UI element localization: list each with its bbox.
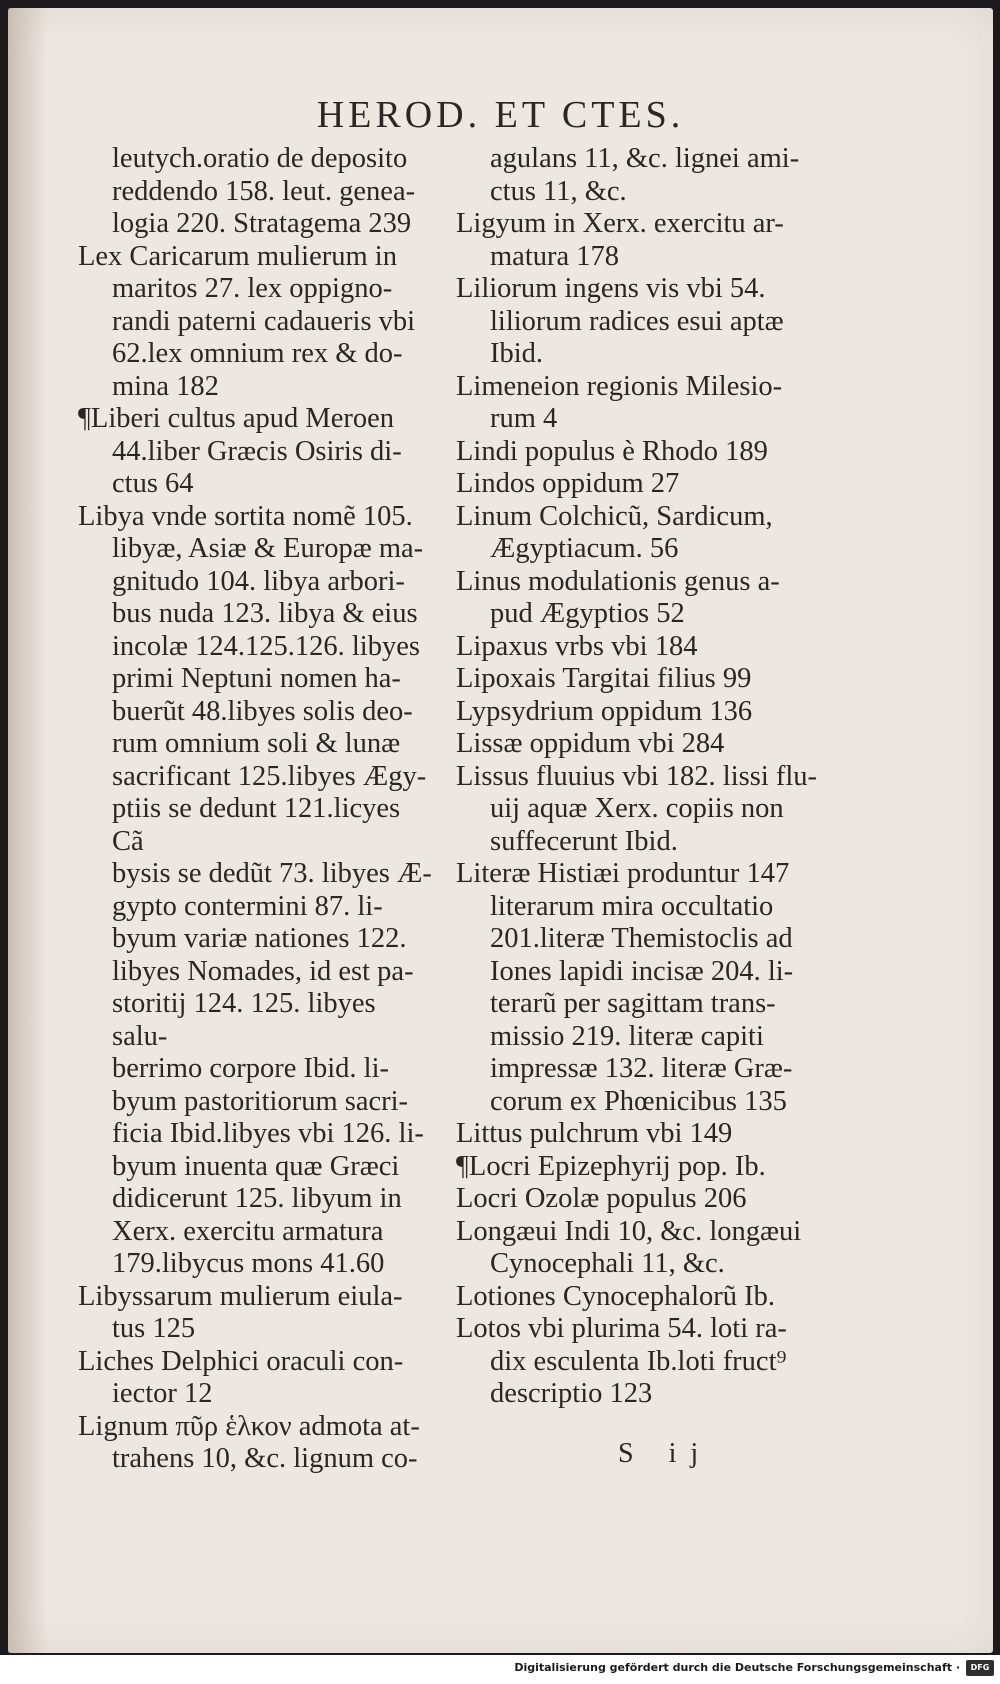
index-entry: Limeneion regionis Milesio- rum 4 — [456, 370, 783, 434]
index-entry: ¶Liberi cultus apud Meroen 44.liber Græcis Osiris di- ctus 64 — [78, 403, 402, 499]
left-column — [78, 143, 438, 1476]
gutter-shadow — [8, 8, 48, 1653]
index-entry: Linus modulationis genus a- pud Ægyptios 52 — [456, 565, 780, 629]
index-entry: Lex Caricarum mulierum in maritos 27. lex oppigno- randi paterni cadaueris vbi 62.lex omnium rex & do- mina 182 — [78, 240, 416, 402]
index-entry: Ligyum in Xerx. exercitu ar- matura 178 — [456, 208, 784, 272]
index-entry: Littus pulchrum vbi 149 — [456, 1118, 733, 1149]
index-entry: Lissæ oppidum vbi 284 — [456, 728, 725, 759]
index-entry: Lypsydrium oppidum 136 — [456, 695, 753, 727]
index-entry: Liches Delphici oraculi con- iector 12 — [78, 1345, 404, 1409]
index-entry: Lignum πῦρ ἑλκον admota at- trahens 10, &c. lignum co- — [78, 1410, 420, 1474]
index-entry: ¶Locri Epizephyrij pop. Ib. — [456, 1150, 766, 1182]
index-entry: Literæ Histiæi produntur 147 literarum mira occultatio 201.literæ Themistoclis ad Iones lapidi incisæ 204. li- terarũ per sagittam trans- missio 219. literæ capiti impressæ 132. literæ Græ- corum ex Phœnicibus 135 — [456, 858, 794, 1117]
index-entry: agulans 11, &c. lignei ami- ctus 11, &c. — [490, 143, 800, 207]
index-entry: Lindi populus è Rhodo 189 — [456, 435, 768, 467]
signature-mark: S ij — [618, 1438, 713, 1469]
index-entry: Libyssarum mulierum eiula- tus 125 — [78, 1280, 403, 1344]
index-entry: leutych.oratio de deposito reddendo 158. leut. genea- logia 220. Stratagema 239 — [112, 143, 416, 239]
index-entry: Libya vnde sortita nomẽ 105. libyæ, Asiæ & Europæ ma- gnitudo 104. libya arbori- bus nuda 123. libya & eius incolæ 124.125.126. libyes primi Neptuni nomen ha- buerũt 48.libyes solis deo- rum omnium soli & lunæ sacrificant 125.libyes Ægy- ptiis se dedunt 121.licyes Cã bysis se dedũt 73. libyes Æ- gypto contermini 87. li- byum variæ nationes 122. libyes Nomades, id est pa- storitij 124. 125. libyes salu- berrimo corpore Ibid. li- byum pastoritiorum sacri- ficia Ibid.libyes vbi 126. li- byum inuenta quæ Græci didicerunt 125. libyum in Xerx. exercitu armatura 179.libycus mons 41.60 — [78, 500, 432, 1279]
funding-credit: Digitalisierung gefördert durch die Deutsche Forschungsgemeinschaft · — [514, 1661, 960, 1674]
index-entry: Lotos vbi plurima 54. loti ra- dix esculenta Ib.loti fruct⁹ descriptio 123 — [456, 1313, 787, 1409]
index-entry: Lindos oppidum 27 — [456, 468, 680, 499]
index-entry: Longæui Indi 10, &c. longæui Cynocephali 11, &c. — [456, 1215, 802, 1279]
index-entry: Lipoxais Targitai filius 99 — [456, 663, 752, 694]
footer-bar — [0, 1655, 1000, 1684]
right-column — [456, 143, 826, 1411]
index-entry: Linum Colchicũ, Sardicum, Ægyptiacum. 56 — [456, 500, 773, 564]
index-entry: Lipaxus vrbs vbi 184 — [456, 630, 698, 662]
index-entry: Lotiones Cynocephalorũ Ib. — [456, 1280, 775, 1312]
index-entry: Lissus fluuius vbi 182. lissi flu- uij aquæ Xerx. copiis non suffecerunt Ibid. — [456, 760, 818, 857]
book-page — [8, 8, 993, 1653]
index-entry: Locri Ozolæ populus 206 — [456, 1183, 747, 1214]
dfg-logo-text: DFG — [970, 1663, 990, 1672]
dfg-logo — [966, 1660, 994, 1676]
running-head: HEROD. ET CTES. — [316, 94, 685, 136]
index-entry: Liliorum ingens vis vbi 54. liliorum radices esui aptæ Ibid. — [456, 273, 784, 369]
